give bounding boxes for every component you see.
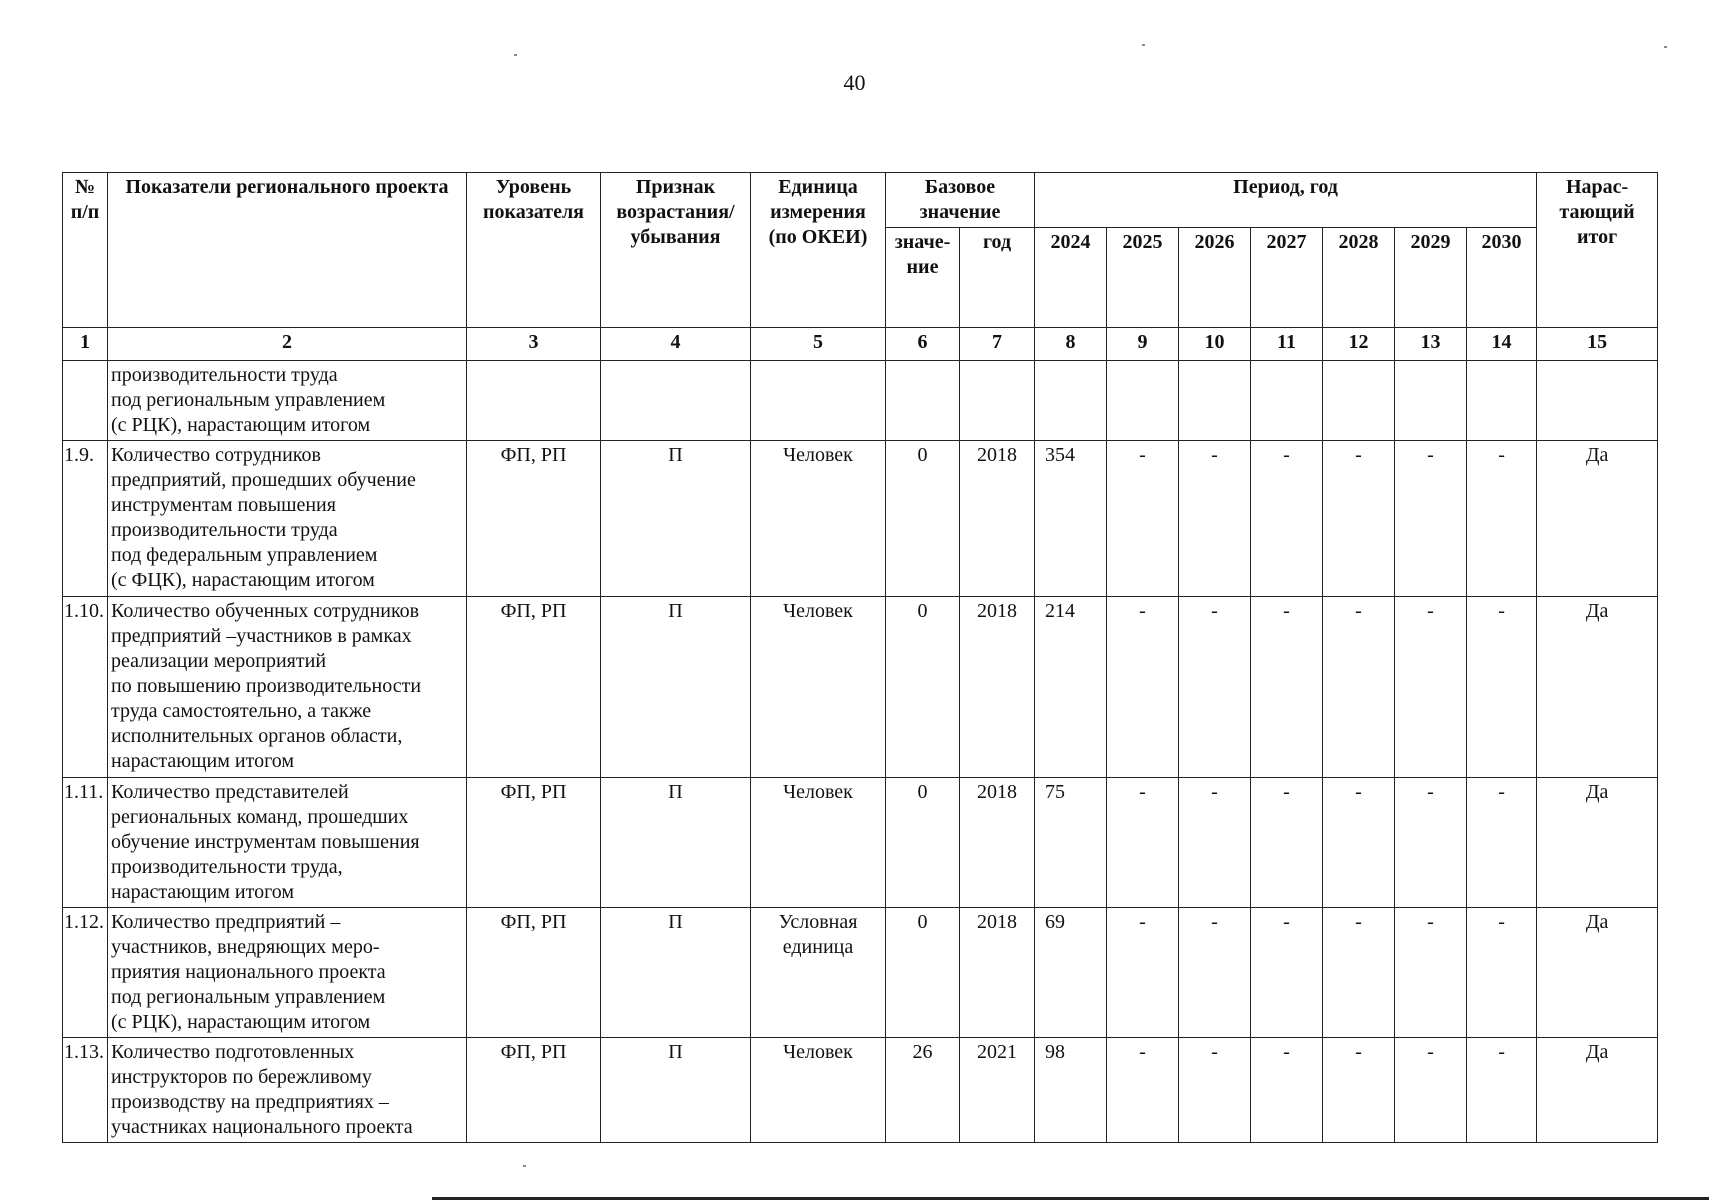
row-number: 1.11. bbox=[63, 778, 108, 908]
base-value: 26 bbox=[886, 1038, 960, 1143]
column-number: 9 bbox=[1107, 328, 1179, 361]
trend-sign: П bbox=[601, 441, 751, 597]
indicator-level: ФП, РП bbox=[467, 441, 601, 597]
trend-sign: П bbox=[601, 597, 751, 778]
year-value: - bbox=[1467, 1038, 1537, 1143]
year-value: - bbox=[1251, 441, 1323, 597]
year-value: 98 bbox=[1035, 1038, 1107, 1143]
year-value bbox=[1467, 361, 1537, 441]
year-value bbox=[1395, 361, 1467, 441]
year-value: - bbox=[1323, 441, 1395, 597]
scan-speck bbox=[1142, 44, 1145, 46]
year-value: 69 bbox=[1035, 908, 1107, 1038]
header-year: 2028 bbox=[1323, 228, 1395, 328]
header-period: Период, год bbox=[1035, 173, 1537, 228]
indicators-table bbox=[62, 172, 1658, 1143]
indicator-level bbox=[467, 361, 601, 441]
trend-sign bbox=[601, 361, 751, 441]
year-value bbox=[1035, 361, 1107, 441]
column-number: 15 bbox=[1537, 328, 1658, 361]
year-value: - bbox=[1107, 778, 1179, 908]
year-value: - bbox=[1467, 441, 1537, 597]
header-indicator: Показатели регионального проекта bbox=[108, 173, 467, 328]
year-value: - bbox=[1467, 778, 1537, 908]
header-year: 2024 bbox=[1035, 228, 1107, 328]
cumulative-cell: Да bbox=[1537, 778, 1658, 908]
indicator-name: Количество подготовленных инструкторов по бережливому производству на предприятиях – участниках национального проекта bbox=[108, 1038, 467, 1143]
header-base: Базовое значение bbox=[886, 173, 1035, 228]
year-value: - bbox=[1179, 778, 1251, 908]
header-level: Уровень показателя bbox=[467, 173, 601, 328]
year-value: - bbox=[1395, 441, 1467, 597]
table-row bbox=[63, 778, 1658, 908]
table-row bbox=[63, 908, 1658, 1038]
base-value: 0 bbox=[886, 778, 960, 908]
indicator-level: ФП, РП bbox=[467, 778, 601, 908]
year-value: - bbox=[1251, 778, 1323, 908]
scan-speck bbox=[523, 1165, 526, 1167]
indicator-name: Количество обученных сотрудников предприятий –участников в рамках реализации мероприятий по повышению производительности труда самостоятельно, а также исполнительных органов области, нарастающим итогом bbox=[108, 597, 467, 778]
table-row bbox=[63, 1038, 1658, 1143]
year-value: - bbox=[1179, 597, 1251, 778]
column-number: 7 bbox=[960, 328, 1035, 361]
unit-cell: Условная единица bbox=[751, 908, 886, 1038]
column-number: 11 bbox=[1251, 328, 1323, 361]
year-value: - bbox=[1107, 908, 1179, 1038]
unit-cell: Человек bbox=[751, 441, 886, 597]
header-trend: Признак возрастания/ убывания bbox=[601, 173, 751, 328]
column-number: 1 bbox=[63, 328, 108, 361]
table-row bbox=[63, 361, 1658, 441]
header-year: 2026 bbox=[1179, 228, 1251, 328]
indicator-name: Количество сотрудников предприятий, прошедших обучение инструментам повышения производительности труда под федеральным управлением (с ФЦК), нарастающим итогом bbox=[108, 441, 467, 597]
header-base-value-label: значе- ние bbox=[894, 231, 951, 278]
year-value: - bbox=[1251, 908, 1323, 1038]
year-value: - bbox=[1179, 441, 1251, 597]
scan-speck bbox=[1664, 46, 1667, 48]
indicator-name: Количество представителей региональных команд, прошедших обучение инструментам повышения производительности труда, нарастающим итогом bbox=[108, 778, 467, 908]
column-number: 2 bbox=[108, 328, 467, 361]
year-value: - bbox=[1179, 1038, 1251, 1143]
header-unit: Единица измерения (по ОКЕИ) bbox=[751, 173, 886, 328]
column-number: 12 bbox=[1323, 328, 1395, 361]
year-value: - bbox=[1395, 597, 1467, 778]
column-number: 6 bbox=[886, 328, 960, 361]
row-number: 1.9. bbox=[63, 441, 108, 597]
year-value: - bbox=[1179, 908, 1251, 1038]
cumulative-cell: Да bbox=[1537, 597, 1658, 778]
indicator-level: ФП, РП bbox=[467, 1038, 601, 1143]
year-value: - bbox=[1323, 1038, 1395, 1143]
year-value: 354 bbox=[1035, 441, 1107, 597]
trend-sign: П bbox=[601, 1038, 751, 1143]
base-year: 2018 bbox=[960, 597, 1035, 778]
cumulative-cell bbox=[1537, 361, 1658, 441]
header-num-label: № п/п bbox=[70, 176, 100, 223]
indicator-level: ФП, РП bbox=[467, 908, 601, 1038]
year-value: - bbox=[1395, 1038, 1467, 1143]
scan-speck bbox=[514, 54, 517, 56]
column-numbers-row bbox=[63, 328, 1658, 361]
year-value bbox=[1107, 361, 1179, 441]
year-value bbox=[1179, 361, 1251, 441]
year-value: - bbox=[1395, 778, 1467, 908]
base-value: 0 bbox=[886, 441, 960, 597]
header-year: 2029 bbox=[1395, 228, 1467, 328]
trend-sign: П bbox=[601, 908, 751, 1038]
base-year bbox=[960, 361, 1035, 441]
cumulative-cell: Да bbox=[1537, 441, 1658, 597]
indicator-name: Количество предприятий – участников, внедряющих меро- приятия национального проекта под региональным управлением (с РЦК), нарастающим итогом bbox=[108, 908, 467, 1038]
year-value: - bbox=[1323, 597, 1395, 778]
year-value: - bbox=[1107, 597, 1179, 778]
header-cumulative bbox=[1537, 173, 1658, 328]
year-value: - bbox=[1107, 441, 1179, 597]
year-value bbox=[1323, 361, 1395, 441]
year-value: - bbox=[1251, 597, 1323, 778]
base-value: 0 bbox=[886, 908, 960, 1038]
column-number: 4 bbox=[601, 328, 751, 361]
table-row bbox=[63, 441, 1658, 597]
header-row-1 bbox=[63, 173, 1658, 228]
indicator-name: производительности труда под региональным управлением (с РЦК), нарастающим итогом bbox=[108, 361, 467, 441]
base-year: 2018 bbox=[960, 908, 1035, 1038]
base-year: 2018 bbox=[960, 778, 1035, 908]
cumulative-cell: Да bbox=[1537, 908, 1658, 1038]
base-year: 2018 bbox=[960, 441, 1035, 597]
header-year: 2027 bbox=[1251, 228, 1323, 328]
header-num bbox=[63, 173, 108, 328]
base-year: 2021 bbox=[960, 1038, 1035, 1143]
table-row bbox=[63, 597, 1658, 778]
header-year: 2025 bbox=[1107, 228, 1179, 328]
year-value: 214 bbox=[1035, 597, 1107, 778]
year-value: - bbox=[1395, 908, 1467, 1038]
unit-cell: Человек bbox=[751, 1038, 886, 1143]
year-value: - bbox=[1107, 1038, 1179, 1143]
column-number: 13 bbox=[1395, 328, 1467, 361]
column-number: 14 bbox=[1467, 328, 1537, 361]
page-number: 40 bbox=[843, 70, 866, 95]
column-number: 8 bbox=[1035, 328, 1107, 361]
trend-sign: П bbox=[601, 778, 751, 908]
column-number: 5 bbox=[751, 328, 886, 361]
year-value: - bbox=[1323, 908, 1395, 1038]
indicator-level: ФП, РП bbox=[467, 597, 601, 778]
header-base-value bbox=[886, 228, 960, 328]
row-number: 1.12. bbox=[63, 908, 108, 1038]
year-value: - bbox=[1251, 1038, 1323, 1143]
year-value: - bbox=[1467, 597, 1537, 778]
year-value: 75 bbox=[1035, 778, 1107, 908]
row-number bbox=[63, 361, 108, 441]
header-cumulative-label: Нарас- тающий итог bbox=[1559, 176, 1635, 248]
row-number: 1.10. bbox=[63, 597, 108, 778]
base-value: 0 bbox=[886, 597, 960, 778]
column-number: 3 bbox=[467, 328, 601, 361]
year-value bbox=[1251, 361, 1323, 441]
header-base-year: год bbox=[960, 228, 1035, 328]
row-number: 1.13. bbox=[63, 1038, 108, 1143]
base-value bbox=[886, 361, 960, 441]
header-year: 2030 bbox=[1467, 228, 1537, 328]
column-number: 10 bbox=[1179, 328, 1251, 361]
year-value: - bbox=[1323, 778, 1395, 908]
cumulative-cell: Да bbox=[1537, 1038, 1658, 1143]
year-value: - bbox=[1467, 908, 1537, 1038]
unit-cell: Человек bbox=[751, 597, 886, 778]
unit-cell bbox=[751, 361, 886, 441]
unit-cell: Человек bbox=[751, 778, 886, 908]
